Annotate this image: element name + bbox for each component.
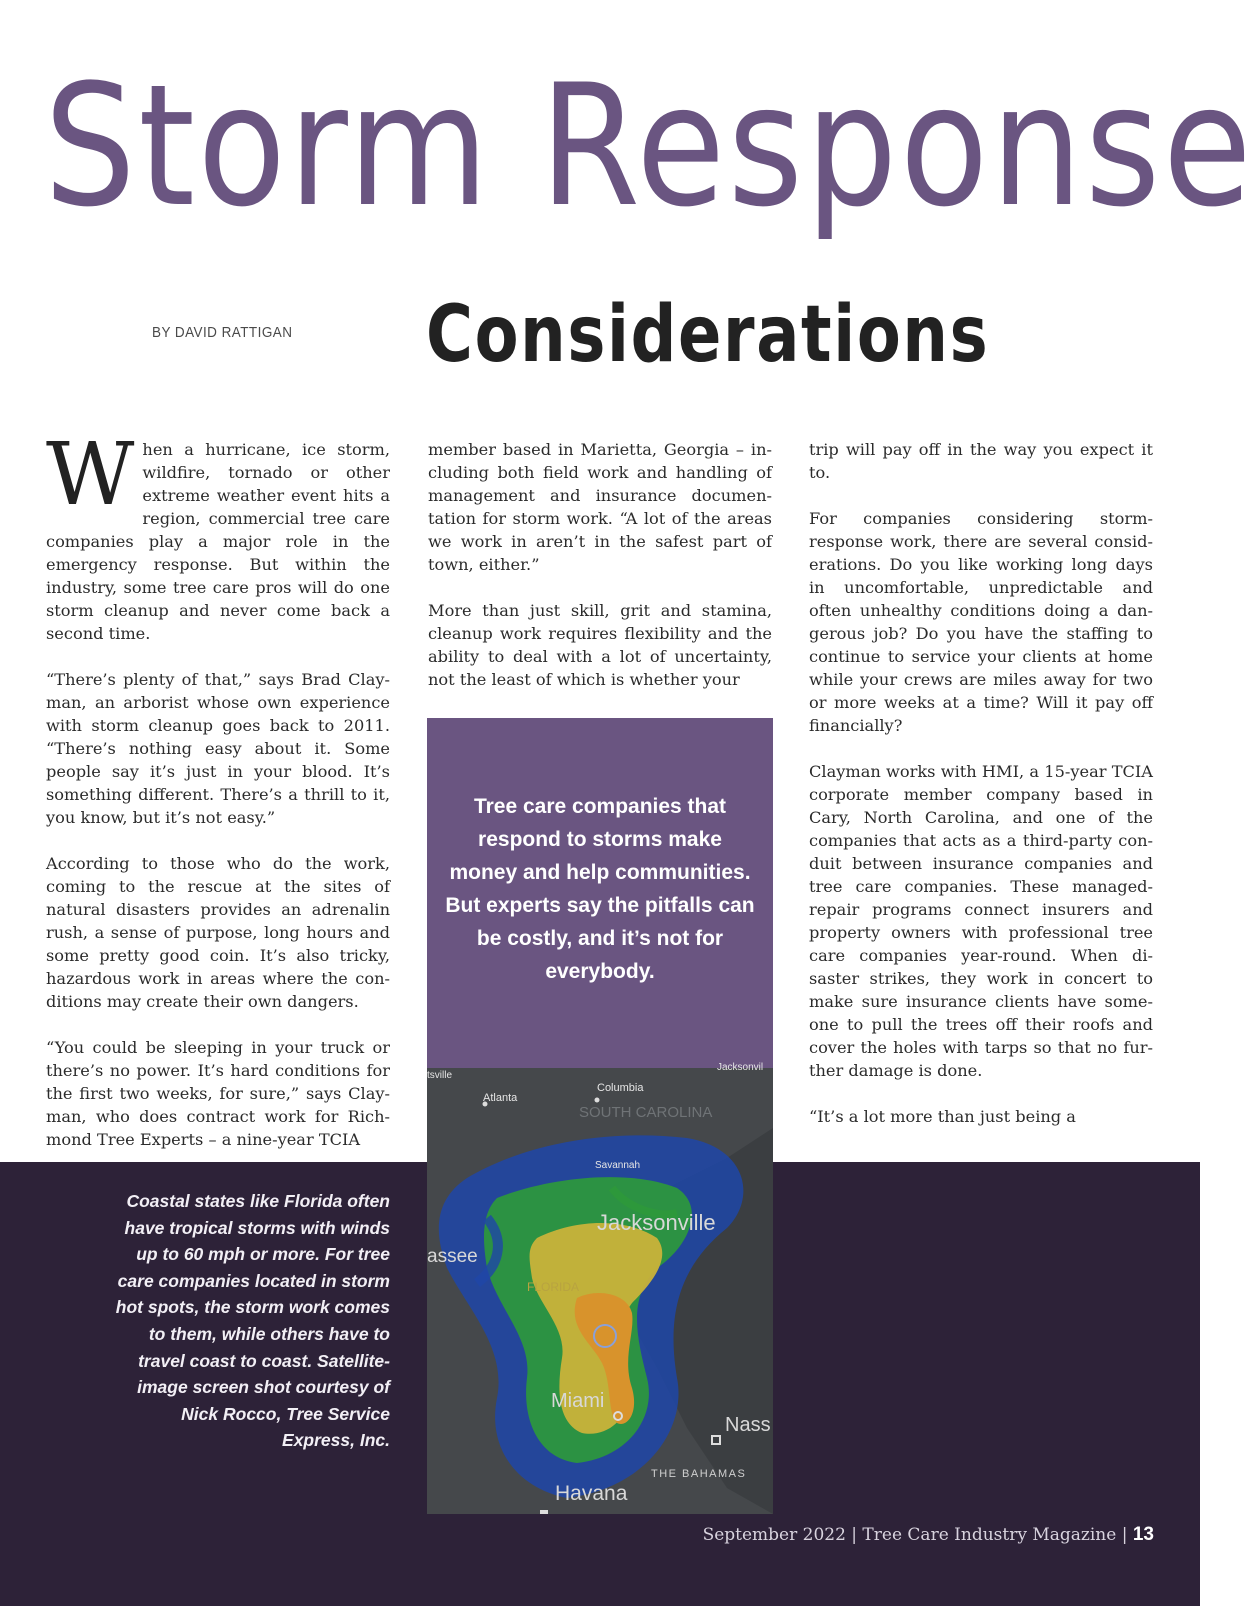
page-footer bbox=[703, 1524, 1154, 1546]
drop-cap: W bbox=[46, 425, 135, 525]
image-caption: Coastal states like Florida often have tropical storms with winds up to 60 mph or more. For tree care companies located in storm hot spots, the storm work comes to them, while others have to travel coast to coast. Satellite-image screen shot courtesy of Nick Rocco, Tree Service Express, Inc. bbox=[115, 1191, 390, 1451]
map-label-jacksonville-top: Jacksonvil bbox=[717, 1062, 764, 1073]
map-label-jacksonville: Jacksonville bbox=[597, 1210, 716, 1235]
map-label-atlanta: Atlanta bbox=[483, 1092, 518, 1104]
satellite-radar-image bbox=[427, 1062, 773, 1514]
footer-text: September 2022 | Tree Care Industry Magazine | bbox=[702, 1525, 1128, 1545]
paragraph-text: hen a hurricane, ice storm, wildfire, tornado or other extreme weather event hits a region, commercial tree care companies play a major role in the emergency response. But within the industry, some tree care pros will do one storm cleanup and never come back a second time. bbox=[46, 440, 390, 643]
paragraph: trip will pay off in the way you expect it to. bbox=[809, 440, 1153, 482]
article-subtitle: Considerations bbox=[426, 290, 990, 380]
paragraph: “It’s a lot more than just being a bbox=[809, 1107, 1076, 1126]
byline: BY DAVID RATTIGAN bbox=[152, 324, 293, 341]
map-label-south-carolina: SOUTH CAROLINA bbox=[579, 1104, 713, 1121]
map-label-nassau: Nass bbox=[725, 1414, 771, 1436]
page-number: 13 bbox=[1132, 1524, 1154, 1545]
text-column-1 bbox=[46, 425, 390, 1174]
pull-quote-text: Tree care companies that respond to storms make money and help communities. But experts say the pitfalls can be costly, and it’s not for everybody. bbox=[445, 795, 755, 983]
paragraph: “You could be sleeping in your truck or there’s no power. It’s hard conditions for the first two weeks, for sure,” says Clayman, who does contract work for Richmond Tree Experts – a nine-year TCIA bbox=[46, 1038, 390, 1149]
paragraph: More than just skill, grit and stamina, cleanup work requires flexibility and the ability to deal with a lot of uncertainty, not the least of which is whether your bbox=[428, 601, 772, 689]
map-label-savannah: Savannah bbox=[595, 1160, 641, 1171]
paragraph: For companies considering storm-response work, there are several considerations. Do you like working long days in uncomfortable, unpredictable and often unhealthy conditions doing a dangerous job? Do you have the staffing to continue to service your clients at home while your crews are miles away for two or more weeks at a time? Will it pay off financially? bbox=[809, 509, 1153, 735]
paragraph: According to those who do the work, coming to the rescue at the sites of natural disasters provides an adrenalin rush, a sense of purpose, long hours and some pretty good coin. It’s also tricky, hazardous work in areas where the conditions may create their own dangers. bbox=[46, 854, 390, 1011]
map-label-columbia: Columbia bbox=[597, 1082, 644, 1094]
map-label-miami: Miami bbox=[551, 1390, 605, 1412]
radar-graphic bbox=[427, 1068, 773, 1514]
text-column-3 bbox=[809, 438, 1153, 1151]
paragraph: member based in Marietta, Georgia – including both field work and handling of management and insurance documentation for storm work. “A lot of the areas we work in aren’t in the safest part of town, either.” bbox=[428, 440, 772, 574]
text-column-2 bbox=[428, 438, 772, 714]
paragraph: Clayman works with HMI, a 15-year TCIA corporate member company based in Cary, North Carolina, and one of the companies that acts as a third-party conduit between insurance companies and tree care companies. These managed-repair programs connect insurers and property owners with professional tree care companies year-round. When disaster strikes, they work in concert to make sure insurance clients have someone to pull the trees off their roofs and cover the holes with tarps so that no further damage is done. bbox=[809, 762, 1153, 1080]
map-label-bahamas: THE BAHAMAS bbox=[651, 1468, 747, 1480]
article-title: Storm Response bbox=[44, 48, 1254, 244]
map-label-tallahassee: assee bbox=[427, 1246, 478, 1267]
paragraph: “There’s plenty of that,” says Brad Clayman, an arborist whose own experience with storm cleanup goes back to 2011. “There’s nothing easy about it. Some people say it’s just in your blood. It’s something different. There’s a thrill to it, you know, but it’s not easy.” bbox=[46, 670, 390, 827]
map-label-florida: FLORIDA bbox=[527, 1280, 580, 1294]
map-label-havana: Havana bbox=[555, 1482, 628, 1505]
map-label-tsville: tsville bbox=[427, 1070, 453, 1081]
pull-quote-box bbox=[427, 718, 773, 1068]
paragraph bbox=[46, 425, 390, 645]
